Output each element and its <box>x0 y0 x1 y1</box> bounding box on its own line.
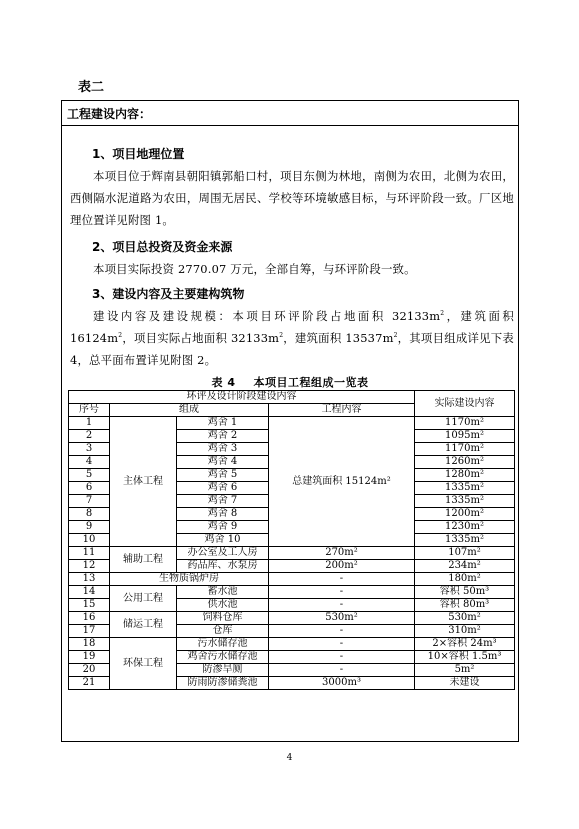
cell-component-name: 鸡舍 8 <box>177 508 269 521</box>
header-eia-design-stage: 环评及设计阶段建设内容 <box>69 391 415 404</box>
page-number: 4 <box>286 753 293 763</box>
cell-index: 15 <box>69 599 110 612</box>
cell-actual: 容积 80m³ <box>415 599 515 612</box>
table-row <box>69 638 515 651</box>
cell-actual: 530m² <box>415 612 515 625</box>
cell-component-name: 生物质锅炉房 <box>110 573 269 586</box>
cell-index: 13 <box>69 573 110 586</box>
paragraph-investment: 本项目实际投资 2770.07 万元，全部自筹，与环评阶段一致。 <box>93 262 416 276</box>
cell-index: 10 <box>69 534 110 547</box>
cell-index: 20 <box>69 664 110 677</box>
cell-component-name: 办公室及工人房 <box>177 547 269 560</box>
table-row <box>69 547 515 560</box>
cell-index: 3 <box>69 443 110 456</box>
table-caption-title: 本项目工程组成一览表 <box>253 376 369 389</box>
table-header-row <box>69 391 515 404</box>
cell-component-name: 防渗旱厕 <box>177 664 269 677</box>
header-index: 序号 <box>69 404 110 417</box>
cell-content: - <box>269 664 415 677</box>
cell-index: 12 <box>69 560 110 573</box>
heading-location: 1、项目地理位置 <box>92 147 185 161</box>
header-content: 工程内容 <box>269 404 415 417</box>
header-component: 组成 <box>110 404 269 417</box>
cell-actual: 180m² <box>415 573 515 586</box>
cell-actual: 1095m² <box>415 430 515 443</box>
cell-content: - <box>269 573 415 586</box>
cell-actual: 2×容积 24m³ <box>415 638 515 651</box>
cell-group-storage: 储运工程 <box>110 612 177 638</box>
table-row <box>69 612 515 625</box>
cell-index: 19 <box>69 651 110 664</box>
cell-actual: 1335m² <box>415 534 515 547</box>
cell-component-name: 仓库 <box>177 625 269 638</box>
cell-component-name: 药品库、水泵房 <box>177 560 269 573</box>
cell-actual: 1170m² <box>415 417 515 430</box>
cell-component-name: 饲料仓库 <box>177 612 269 625</box>
paragraph-location: 本项目位于辉南县朝阳镇郭船口村，项目东侧为林地，南侧为农田，北侧为农田，西侧隔水泥道路为农田，周围无居民、学校等环境敏感目标，与环评阶段一致。厂区地理位置详见附图 1。 <box>70 169 514 227</box>
cell-component-name: 鸡舍 10 <box>177 534 269 547</box>
cell-component-name: 鸡舍 3 <box>177 443 269 456</box>
project-composition-table <box>68 390 515 690</box>
cell-component-name: 鸡舍 9 <box>177 521 269 534</box>
frame-divider <box>62 125 518 126</box>
cell-actual: 1200m² <box>415 508 515 521</box>
cell-actual: 1230m² <box>415 521 515 534</box>
cell-actual: 1280m² <box>415 469 515 482</box>
cell-actual: 5m² <box>415 664 515 677</box>
paragraph-construction: 建设内容及建设规模：本项目环评阶段占地面积 $32133m^2$，建筑面积 $16124m^2$，项目实际占地面积 $32133m^2$，建筑面积 $13537m^2$，其项目组成详见下表 4，总平面布置详见附图 2。 <box>70 309 514 367</box>
frame-title: 工程建设内容： <box>67 107 152 121</box>
cell-content: - <box>269 651 415 664</box>
cell-index: 14 <box>69 586 110 599</box>
cell-index: 21 <box>69 677 110 690</box>
content-frame <box>61 100 519 742</box>
cell-group-utility: 公用工程 <box>110 586 177 612</box>
cell-component-name: 鸡舍 4 <box>177 456 269 469</box>
cell-actual: 1335m² <box>415 495 515 508</box>
cell-index: 1 <box>69 417 110 430</box>
cell-index: 17 <box>69 625 110 638</box>
cell-content: 270m² <box>269 547 415 560</box>
cell-index: 16 <box>69 612 110 625</box>
cell-group-env: 环保工程 <box>110 638 177 690</box>
cell-component-name: 鸡舍 7 <box>177 495 269 508</box>
cell-content: - <box>269 625 415 638</box>
cell-index: 2 <box>69 430 110 443</box>
cell-index: 9 <box>69 521 110 534</box>
cell-actual: 234m² <box>415 560 515 573</box>
cell-index: 18 <box>69 638 110 651</box>
table-row <box>69 573 515 586</box>
table-body <box>69 417 515 690</box>
cell-content-main: 总建筑面积 15124m² <box>269 417 415 547</box>
cell-index: 11 <box>69 547 110 560</box>
cell-actual: 107m² <box>415 547 515 560</box>
header-actual-construction: 实际建设内容 <box>415 391 515 417</box>
cell-index: 7 <box>69 495 110 508</box>
cell-content: 530m² <box>269 612 415 625</box>
heading-investment: 2、项目总投资及资金来源 <box>92 240 233 254</box>
cell-index: 5 <box>69 469 110 482</box>
cell-index: 8 <box>69 508 110 521</box>
cell-index: 6 <box>69 482 110 495</box>
cell-actual: 1170m² <box>415 443 515 456</box>
cell-group-main: 主体工程 <box>110 417 177 547</box>
table-caption <box>62 374 518 390</box>
cell-component-name: 污水储存池 <box>177 638 269 651</box>
cell-content: - <box>269 599 415 612</box>
table-caption-number: 表 4 <box>211 376 236 389</box>
cell-actual: 容积 50m³ <box>415 586 515 599</box>
cell-component-name: 供水池 <box>177 599 269 612</box>
cell-component-name: 鸡舍污水储存池 <box>177 651 269 664</box>
cell-component-name: 鸡舍 5 <box>177 469 269 482</box>
cell-component-name: 防雨防渗储粪池 <box>177 677 269 690</box>
cell-group-aux: 辅助工程 <box>110 547 177 573</box>
cell-component-name: 鸡舍 1 <box>177 417 269 430</box>
cell-actual: 未建设 <box>415 677 515 690</box>
cell-actual: 10×容积 1.5m³ <box>415 651 515 664</box>
cell-actual: 310m² <box>415 625 515 638</box>
cell-content: 3000m³ <box>269 677 415 690</box>
cell-component-name: 鸡舍 2 <box>177 430 269 443</box>
cell-content: 200m² <box>269 560 415 573</box>
cell-content: - <box>269 586 415 599</box>
cell-index: 4 <box>69 456 110 469</box>
cell-component-name: 鸡舍 6 <box>177 482 269 495</box>
heading-construction: 3、建设内容及主要建构筑物 <box>92 287 245 301</box>
section-label: 表二 <box>78 80 105 95</box>
table-row <box>69 417 515 430</box>
cell-component-name: 蓄水池 <box>177 586 269 599</box>
cell-content: - <box>269 638 415 651</box>
cell-actual: 1335m² <box>415 482 515 495</box>
cell-actual: 1260m² <box>415 456 515 469</box>
table-row <box>69 586 515 599</box>
